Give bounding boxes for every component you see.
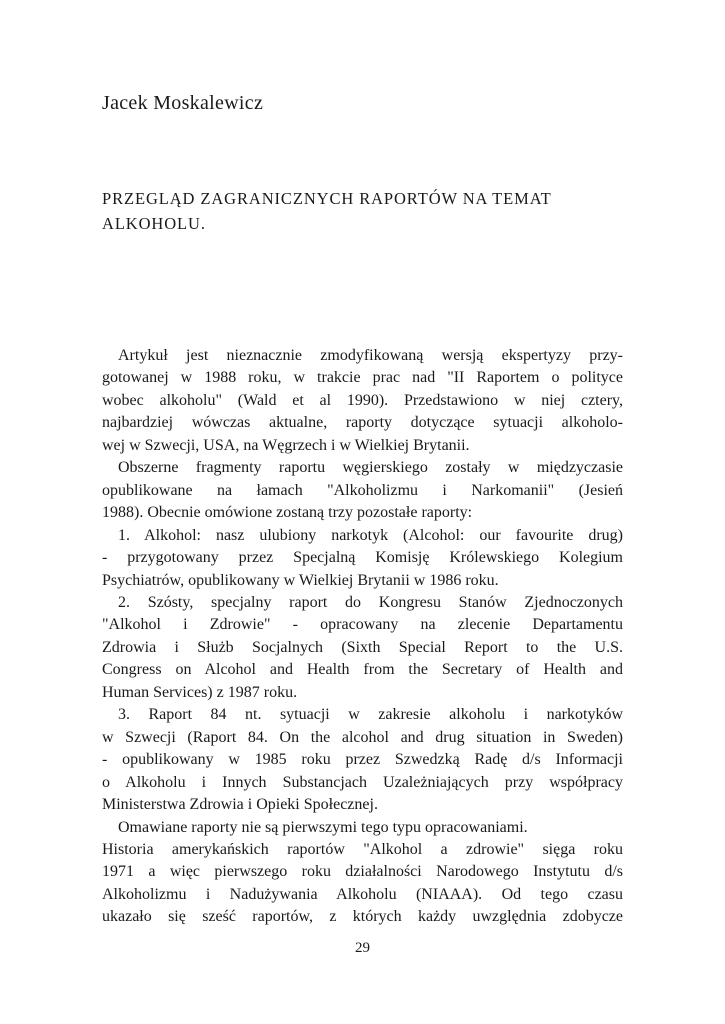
text-line: ukazało się sześć raportów, z których każdy uwzględnia zdobycze xyxy=(102,908,623,926)
text-line: najbardziej wówczas aktualne, raporty dotyczące sytuacji alkoholo- xyxy=(102,414,623,432)
text-line: 1971 a więc pierwszego roku działalności Narodowego Instytutu d/s xyxy=(102,863,623,881)
paragraph-fragments xyxy=(102,457,623,524)
text-line: 1. Alkohol: nasz ulubiony narkotyk (Alcohol: our favourite drug) xyxy=(118,526,623,544)
text-line: Congress on Alcohol and Health from the Secretary of Health and xyxy=(102,661,623,679)
text-line: gotowanej w 1988 roku, w trakcie prac nad "II Raportem o polityce xyxy=(102,369,623,387)
title-line: ALKOHOLU. xyxy=(102,214,206,233)
list-item-report-3 xyxy=(102,704,623,816)
text-line: Human Services) z 1987 roku. xyxy=(102,683,298,701)
text-line: 2. Szósty, specjalny raport do Kongresu Stanów Zjednoczonych xyxy=(118,593,623,611)
text-line: Zdrowia i Służb Socjalnych (Sixth Special Report to the U.S. xyxy=(102,638,623,656)
text-line: - opublikowany w 1985 roku przez Szwedzką Radę d/s Informacji xyxy=(102,751,623,769)
text-line: Obszerne fragmenty raportu węgierskiego zostały w międzyczasie xyxy=(118,459,623,477)
title-line: PRZEGLĄD ZAGRANICZNYCH RAPORTÓW NA TEMAT xyxy=(102,189,552,208)
article-body xyxy=(102,345,623,929)
text-line: o Alkoholu i Innych Substancjach Uzależniających przy współpracy xyxy=(102,773,623,791)
text-line: Ministerstwa Zdrowia i Opieki Społecznej. xyxy=(102,796,378,814)
text-line: Historia amerykańskich raportów "Alkohol a zdrowie" sięga roku xyxy=(102,840,623,858)
text-line: 3. Raport 84 nt. sytuacji w zakresie alkoholu i narkotyków xyxy=(118,706,623,724)
text-line: - przygotowany przez Specjalną Komisję Królewskiego Kolegium xyxy=(102,549,623,567)
author-name: Jacek Moskalewicz xyxy=(102,92,264,114)
text-line: opublikowane na łamach "Alkoholizmu i Narkomanii" (Jesień xyxy=(102,481,623,499)
text-line: Alkoholizmu i Nadużywania Alkoholu (NIAAA). Od tego czasu xyxy=(102,885,623,903)
text-line: 1988). Obecnie omówione zostaną trzy pozostałe raporty: xyxy=(102,504,473,522)
text-line: wej w Szwecji, USA, na Węgrzech i w Wielkiej Brytanii. xyxy=(102,436,470,454)
text-line: "Alkohol i Zdrowie" - opracowany na zlecenie Departamentu xyxy=(102,616,623,634)
paragraph-intro xyxy=(102,345,623,457)
page-number: 29 xyxy=(355,940,370,956)
text-line: wobec alkoholu" (Wald et al 1990). Przedstawiono w niej cztery, xyxy=(102,391,623,409)
list-item-report-1 xyxy=(102,525,623,592)
paragraph-history xyxy=(102,817,623,929)
list-item-report-2 xyxy=(102,592,623,704)
article-title xyxy=(102,186,622,236)
text-line: Artykuł jest nieznacznie zmodyfikowaną wersją ekspertyzy przy- xyxy=(118,347,623,364)
text-line: Psychiatrów, opublikowany w Wielkiej Brytanii w 1986 roku. xyxy=(102,571,499,589)
text-line: w Szwecji (Raport 84. On the alcohol and drug situation in Sweden) xyxy=(102,728,623,746)
text-line: Omawiane raporty nie są pierwszymi tego typu opracowaniami. xyxy=(118,818,528,836)
